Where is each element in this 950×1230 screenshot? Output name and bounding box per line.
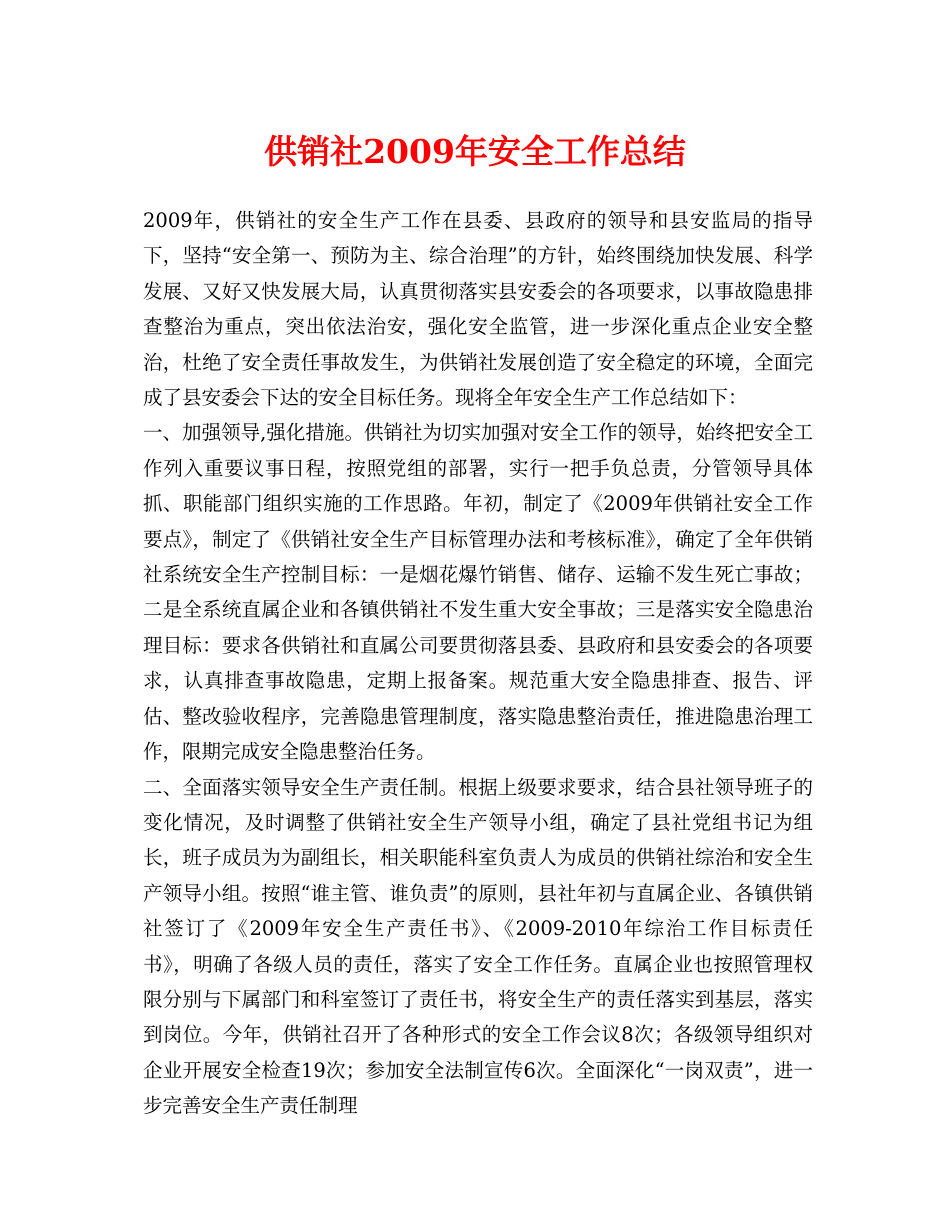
paragraph-intro: 2009年，供销社的安全生产工作在县委、县政府的领导和县安监局的指导下，坚持“安全第一、预防为主、综合治理”的方针，始终围绕加快发展、科学发展、又好又快发展大局，认真贯彻落实县安委会的各项要求，以事故隐患排查整治为重点，突出依法治安，强化安全监管，进一步深化重点企业安全整治，杜绝了安全责任事故发生，为供销社发展创造了安全稳定的环境，全面完成了县安委会下达的安全目标任务。现将全年安全生产工作总结如下： [143,209,813,410]
paragraph-section-2: 二、全面落实领导安全生产责任制。根据上级要求要求，结合县社领导班子的变化情况，及时调整了供销社安全生产领导小组，确定了县社党组书记为组长，班子成员为为副组长，相关职能科室负责人为成员的供销社综治和安全生产领导小组。按照“谁主管、谁负责”的原则，县社年初与直属企业、各镇供销社签订了《2009年安全生产责任书》、《2009-2010年综治工作目标责任书》，明确了各级人员的责任，落实了安全工作任务。直属企业也按照管理权限分别与下属部门和科室签订了责任书，将安全生产的责任落实到基层，落实到岗位。今年，供销社召开了各种形式的安全工作会议8次；各级领导组织对企业开展安全检查19次；参加安全法制宣传6次。全面深化“一岗双责”，进一步完善安全生产责任制理 [143,775,813,1118]
document-body [143,203,813,1124]
document-title: 供销社2009年安全工作总结 [264,132,686,171]
paragraph-section-1: 一、加强领导,强化措施。供销社为切实加强对安全工作的领导，始终把安全工作列入重要议事日程，按照党组的部署，实行一把手负总责，分管领导具体抓、职能部门组织实施的工作思路。年初，制定了《2009年供销社安全工作要点》，制定了《供销社安全生产目标管理办法和考核标准》，确定了全年供销社系统安全生产控制目标：一是烟花爆竹销售、储存、运输不发生死亡事故；二是全系统直属企业和各镇供销社不发生重大安全事故；三是落实安全隐患治理目标：要求各供销社和直属公司要贯彻落县委、县政府和县安委会的各项要求，认真排查事故隐患，定期上报备案。规范重大安全隐患排查、报告、评估、整改验收程序，完善隐患管理制度，落实隐患整治责任，推进隐患治理工作，限期完成安全隐患整治任务。 [143,421,813,764]
